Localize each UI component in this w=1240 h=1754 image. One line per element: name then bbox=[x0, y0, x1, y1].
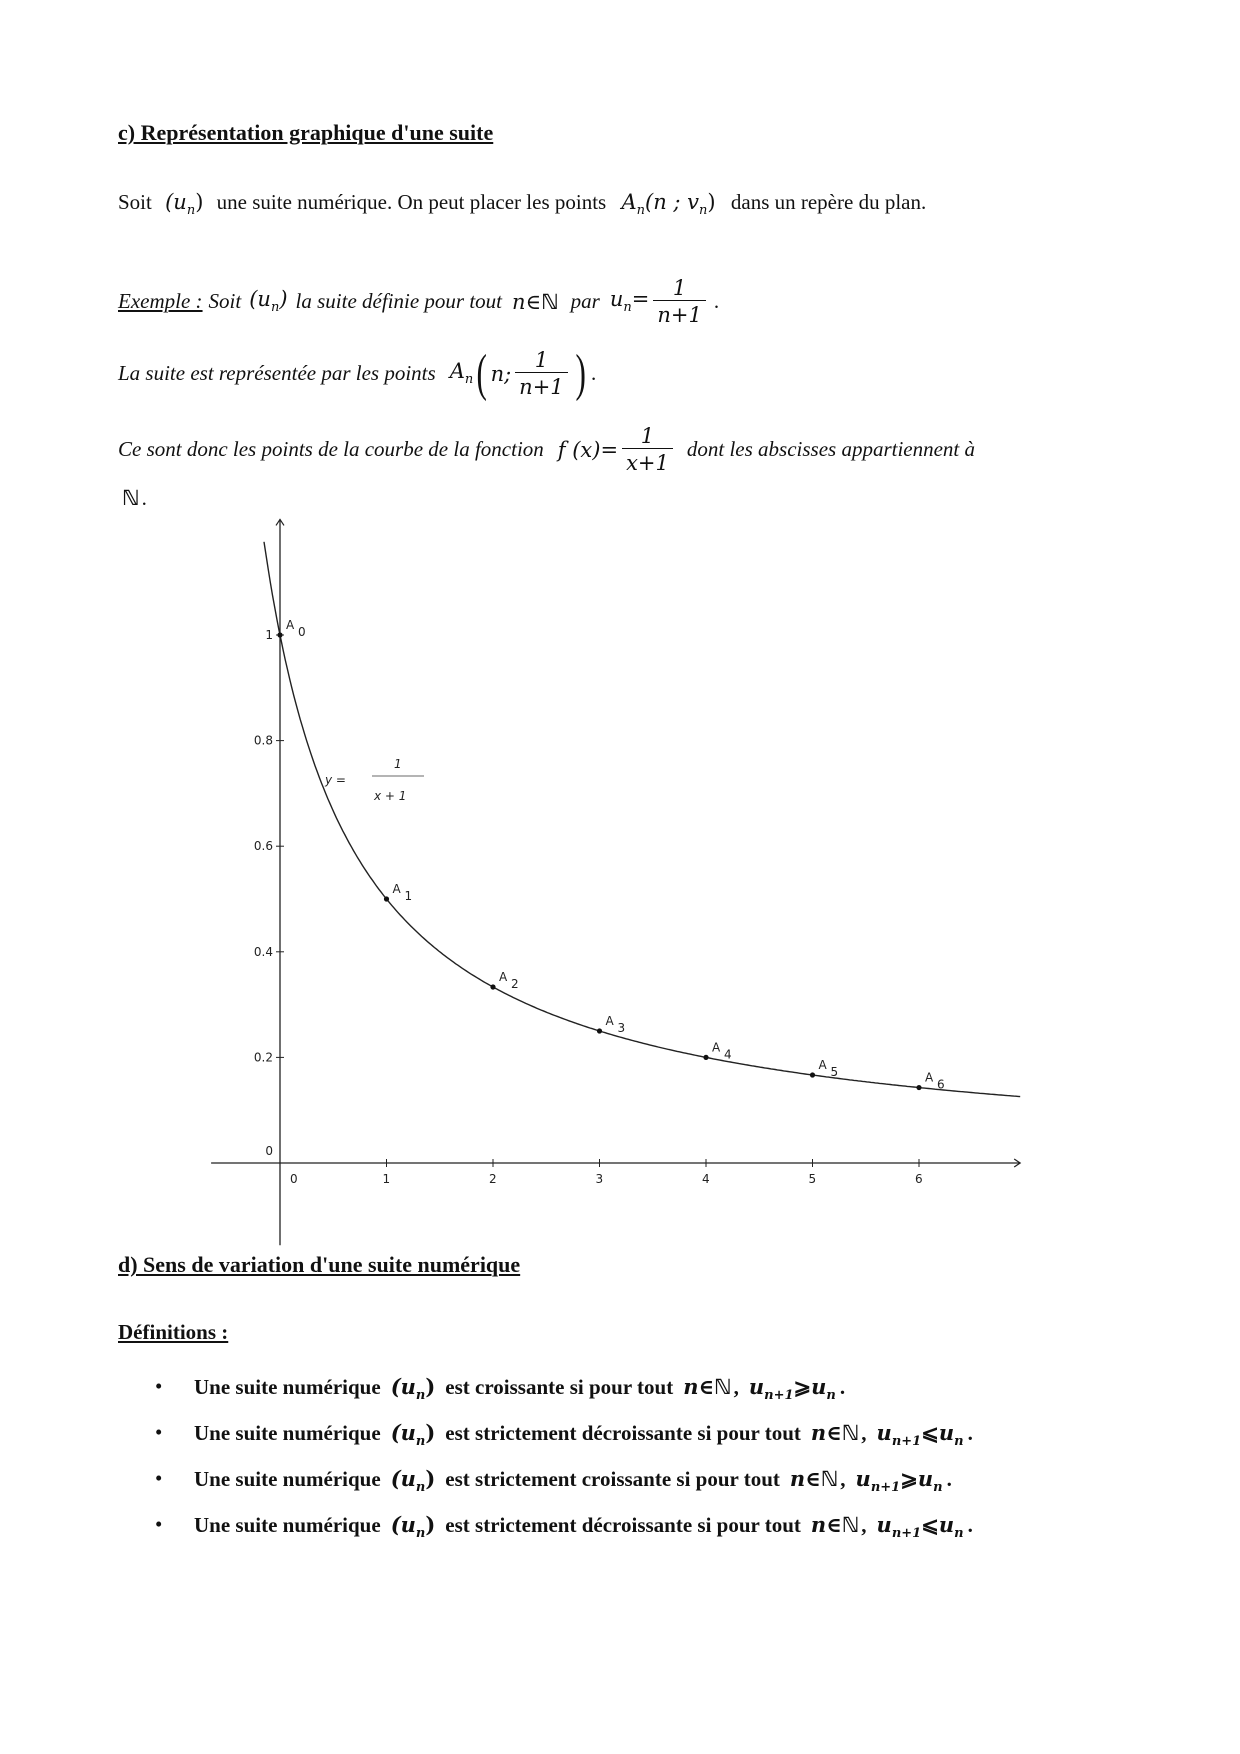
example-n-in: n∈ bbox=[512, 289, 542, 314]
definition-item bbox=[194, 1420, 973, 1449]
definition-lhs-sub: n+1 bbox=[891, 1434, 922, 1450]
example-line2-period: . bbox=[590, 361, 597, 385]
definition-pre: Une suite numérique bbox=[194, 1421, 381, 1445]
definition-comma: , bbox=[861, 1421, 867, 1445]
point-A0 bbox=[277, 632, 282, 637]
x-tick-label: 5 bbox=[808, 1172, 817, 1186]
definition-comma: , bbox=[861, 1513, 867, 1537]
definition-condition: est strictement décroissante si pour tout bbox=[445, 1513, 801, 1537]
section-d-title: d) Sens de variation d'une suite numérique bbox=[118, 1252, 521, 1277]
definition-sequence-symbol: $(u_n)$ bbox=[390, 1374, 436, 1404]
example-line3-frac-den: x+1 bbox=[622, 448, 673, 475]
intro-coords-sub: n bbox=[699, 203, 708, 219]
definition-rhs-sub: n bbox=[933, 1480, 943, 1496]
definition-bullet: • bbox=[155, 1420, 163, 1444]
example-line3-rest: dont les abscisses appartiennent à bbox=[686, 437, 976, 461]
definition-inequality bbox=[748, 1374, 836, 1404]
definition-bullet: • bbox=[155, 1512, 163, 1536]
y-tick-label: 0.4 bbox=[253, 944, 273, 959]
definition-inequality bbox=[876, 1420, 964, 1450]
intro-mid: une suite numérique. On peut placer les points bbox=[216, 190, 607, 214]
example-function-f: f (x)= bbox=[557, 437, 619, 462]
x-tick-label: 6 bbox=[915, 1172, 923, 1186]
definition-sym-text: (u bbox=[390, 1512, 416, 1537]
example-line2-frac-den: n+1 bbox=[515, 372, 567, 399]
definition-bullet: • bbox=[155, 1466, 163, 1490]
definition-relation: ⩾ bbox=[900, 1466, 918, 1491]
definition-condition: est strictement croissante si pour tout bbox=[445, 1467, 780, 1491]
definition-sequence-symbol: $(u_n)$ bbox=[390, 1512, 436, 1542]
intro-point-text: A bbox=[621, 190, 637, 214]
x-tick-label: 2 bbox=[489, 1172, 497, 1186]
example-soit: Soit bbox=[208, 289, 242, 313]
example-sym-text: (u bbox=[249, 287, 271, 312]
y-origin-label: 0 bbox=[265, 1144, 273, 1158]
point-label-sub: 0 bbox=[298, 625, 306, 639]
definition-rhs: u bbox=[938, 1420, 955, 1445]
example-period: . bbox=[713, 289, 720, 313]
left-big-paren: ( bbox=[476, 345, 488, 402]
definition-sym-sub: n bbox=[415, 1388, 426, 1404]
y-tick-label: 0.2 bbox=[253, 1050, 273, 1065]
definition-pre: Une suite numérique bbox=[194, 1467, 381, 1491]
definition-sym-text: (u bbox=[390, 1374, 416, 1399]
definition-sym-sub: n bbox=[415, 1526, 426, 1542]
example-label: Exemple : bbox=[118, 289, 203, 313]
point-label-sub: 6 bbox=[937, 1077, 945, 1092]
example-par: par bbox=[570, 289, 600, 313]
point-A6 bbox=[916, 1085, 921, 1090]
definition-sequence-symbol: $(u_n)$ bbox=[390, 1420, 436, 1450]
definition-inequality bbox=[855, 1466, 943, 1496]
definition-pre: Une suite numérique bbox=[194, 1375, 381, 1399]
definition-n-in: n∈ bbox=[789, 1466, 821, 1491]
example-sym-sub: n bbox=[270, 300, 280, 316]
intro-sym-sub: n bbox=[186, 203, 196, 219]
definitions-label: Définitions : bbox=[118, 1320, 229, 1344]
definition-n-in: n∈ bbox=[810, 1420, 842, 1445]
definition-rhs-sub: n bbox=[954, 1434, 964, 1450]
point-label: A bbox=[925, 1070, 934, 1085]
point-label: A bbox=[499, 970, 508, 985]
definition-relation: ⩽ bbox=[921, 1420, 939, 1445]
definition-lhs: u bbox=[748, 1374, 765, 1399]
definition-rhs: u bbox=[811, 1374, 827, 1399]
curve-label-lhs: y = bbox=[325, 773, 346, 787]
definition-n-in: n∈ bbox=[683, 1374, 715, 1399]
definition-condition: est croissante si pour tout bbox=[445, 1375, 674, 1399]
point-A5 bbox=[810, 1072, 815, 1077]
example-line3-text: Ce sont donc les points de la courbe de la fonction bbox=[118, 437, 544, 461]
point-A3 bbox=[597, 1028, 602, 1033]
definition-end: . bbox=[946, 1467, 952, 1491]
example-eq: = bbox=[631, 287, 650, 312]
point-label-sub: 4 bbox=[724, 1047, 732, 1062]
definition-naturals: ℕ bbox=[841, 1513, 860, 1537]
definition-comma: , bbox=[733, 1375, 739, 1399]
example-line4-period: . bbox=[141, 486, 147, 510]
definition-relation: ⩾ bbox=[793, 1374, 812, 1399]
example-line2-n: n; bbox=[490, 361, 512, 386]
point-A4 bbox=[703, 1055, 708, 1060]
x-tick-label: 1 bbox=[382, 1172, 391, 1186]
definition-condition: est strictement décroissante si pour tout bbox=[445, 1421, 801, 1445]
definition-relation: ⩽ bbox=[921, 1512, 939, 1537]
curve-label-den: x + 1 bbox=[374, 789, 407, 803]
point-label: A bbox=[605, 1014, 614, 1028]
x-origin-label: 0 bbox=[290, 1172, 298, 1186]
x-tick-label: 3 bbox=[595, 1172, 604, 1186]
definition-sequence-symbol: $(u_n)$ bbox=[390, 1466, 436, 1496]
example-sequence-symbol: $(u_n)$ bbox=[249, 287, 288, 316]
definition-item bbox=[194, 1466, 952, 1495]
definition-naturals: ℕ bbox=[841, 1421, 860, 1445]
point-label-sub: 3 bbox=[617, 1021, 626, 1035]
definition-bullet: • bbox=[155, 1374, 163, 1398]
point-A2 bbox=[490, 984, 495, 989]
definition-sym-sub: n bbox=[415, 1434, 426, 1450]
definition-lhs: u bbox=[876, 1512, 892, 1537]
definition-comma: , bbox=[840, 1467, 846, 1491]
definition-lhs-sub: n+1 bbox=[870, 1480, 901, 1496]
definition-n-in: n∈ bbox=[810, 1512, 842, 1537]
definition-end: . bbox=[839, 1375, 846, 1399]
section-c-title: c) Représentation graphique d'une suite bbox=[118, 120, 494, 145]
y-tick-label: 0.8 bbox=[253, 733, 273, 748]
point-label: A bbox=[392, 882, 401, 896]
example-line2-point-text: A bbox=[449, 359, 465, 384]
intro-sym-text: (u bbox=[165, 190, 187, 214]
definition-rhs-sub: n bbox=[826, 1388, 836, 1404]
definition-sym-text: (u bbox=[390, 1420, 416, 1445]
definition-lhs: u bbox=[876, 1420, 892, 1445]
definition-end: . bbox=[967, 1513, 973, 1537]
definition-end: . bbox=[967, 1421, 973, 1445]
definition-rhs-sub: n bbox=[954, 1526, 964, 1542]
example-frac-den: n+1 bbox=[653, 300, 705, 327]
naturals-symbol: ℕ bbox=[541, 289, 559, 314]
definition-rhs: u bbox=[917, 1466, 934, 1491]
definition-lhs-sub: n+1 bbox=[891, 1526, 922, 1542]
definition-rhs: u bbox=[938, 1512, 955, 1537]
example-un-sub: n bbox=[623, 300, 632, 316]
example-line3-frac-num: 1 bbox=[640, 424, 655, 448]
point-A1 bbox=[384, 896, 389, 901]
definition-naturals: ℕ bbox=[714, 1375, 732, 1399]
point-label-sub: 1 bbox=[404, 889, 413, 903]
point-label-sub: 2 bbox=[511, 977, 519, 992]
x-tick-label: 4 bbox=[702, 1172, 710, 1186]
point-label: A bbox=[286, 618, 295, 632]
example-line2-frac-num: 1 bbox=[534, 348, 549, 372]
naturals-symbol-2: ℕ bbox=[122, 486, 140, 510]
example-defined-text: la suite définie pour tout bbox=[295, 289, 502, 313]
example-frac-num: 1 bbox=[672, 276, 687, 300]
function-curve bbox=[264, 542, 1020, 1097]
y-tick-label: 1 bbox=[265, 628, 273, 642]
point-label-sub: 5 bbox=[830, 1064, 839, 1079]
definition-item bbox=[194, 1374, 845, 1403]
example-line2-text: La suite est représentée par les points bbox=[118, 361, 436, 385]
example-line2-point-sub: n bbox=[464, 372, 474, 388]
point-label: A bbox=[712, 1040, 721, 1055]
definition-lhs-sub: n+1 bbox=[764, 1388, 794, 1404]
point-label: A bbox=[818, 1057, 827, 1072]
definition-item bbox=[194, 1512, 973, 1541]
intro-pre: Soit bbox=[118, 190, 152, 214]
definition-naturals: ℕ bbox=[820, 1467, 839, 1491]
intro-point-symbol: $A_n(n$ ; $v_n$) bbox=[621, 190, 716, 219]
right-big-paren: ) bbox=[575, 345, 586, 402]
example-un-text: u bbox=[609, 287, 624, 312]
definition-pre: Une suite numérique bbox=[194, 1513, 381, 1537]
definition-sym-sub: n bbox=[415, 1480, 426, 1496]
definition-lhs: u bbox=[855, 1466, 871, 1491]
intro-sequence-symbol: $(u_n)$ bbox=[165, 190, 204, 219]
intro-post: dans un repère du plan. bbox=[730, 190, 927, 214]
intro-coords: (n ; v bbox=[645, 190, 700, 214]
definition-sym-text: (u bbox=[390, 1466, 416, 1491]
curve-label-num: 1 bbox=[394, 757, 402, 771]
y-tick-label: 0.6 bbox=[253, 839, 273, 854]
definition-inequality bbox=[876, 1512, 964, 1542]
intro-point-sub: n bbox=[636, 203, 646, 219]
